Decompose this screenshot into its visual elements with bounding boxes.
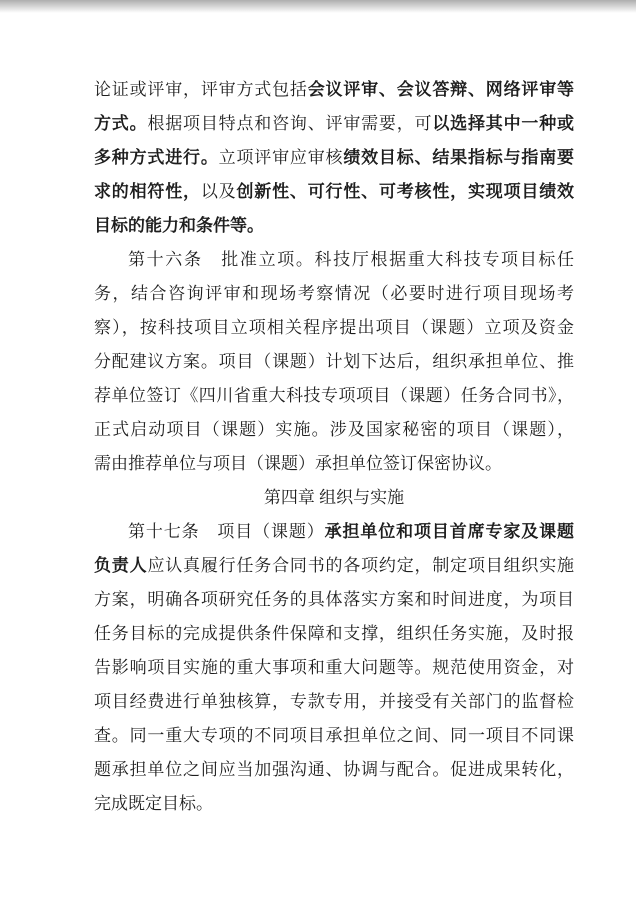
text-run: 荐单位签订《四川省重大科技专项项目（课题）任务合同书》， (94, 386, 574, 405)
text-run-bold: 多种方式进行。 (94, 148, 219, 167)
text-line (94, 413, 574, 447)
paragraph-article-17-implementation (94, 515, 574, 821)
text-line (94, 209, 574, 243)
text-line (94, 243, 574, 277)
text-run-bold: 承担单位和项目首席专家及课题 (324, 522, 574, 541)
text-line (94, 73, 574, 107)
text-run: 需由推荐单位与项目（课题）承担单位签订保密协议。 (94, 454, 502, 473)
text-run-bold: 以选择其中一种或 (432, 114, 575, 133)
text-run-bold: 负责人 (94, 556, 148, 575)
text-line (94, 753, 574, 787)
text-line (94, 651, 574, 685)
text-run-bold: 目标的能力和条件等。 (94, 216, 264, 235)
paragraph-article-16-approval (94, 243, 574, 481)
text-run: 分配建议方案。项目（课题）计划下达后，组织承担单位、推 (94, 352, 574, 371)
text-line (94, 719, 574, 753)
text-run-bold: 求的相符性， (94, 182, 201, 201)
text-line (94, 447, 574, 481)
text-run: 根据项目特点和咨询、评审需要，可 (147, 114, 433, 133)
text-line (94, 141, 574, 175)
text-line (94, 787, 574, 821)
scan-top-shadow (0, 0, 636, 13)
text-line (94, 175, 574, 209)
document-page (94, 73, 574, 821)
chapter-heading (94, 481, 574, 515)
text-run: 第十七条 项目（课题） (128, 522, 325, 541)
text-line (94, 685, 574, 719)
text-line (94, 617, 574, 651)
text-run: 察），按科技项目立项相关程序提出项目（课题）立项及资金 (94, 318, 574, 337)
text-run: 方案，明确各项研究任务的具体落实方案和时间进度，为项目 (94, 590, 574, 609)
text-run-bold: 绩效目标、结果指标与指南要 (343, 148, 575, 167)
text-line (94, 107, 574, 141)
text-run: 任务目标的完成提供条件保障和支撑，组织任务实施，及时报 (94, 624, 574, 643)
text-run: 立项评审应审核 (218, 148, 344, 167)
text-run: 告影响项目实施的重大事项和重大问题等。规范使用资金，对 (94, 658, 574, 677)
text-line (94, 515, 574, 549)
text-line (94, 277, 574, 311)
text-run-bold: 创新性、可行性、可考核性，实现项目绩效 (236, 182, 575, 201)
text-run: 题承担单位之间应当加强沟通、协调与配合。促进成果转化， (94, 760, 574, 779)
text-run: 项目经费进行单独核算，专款专用，并接受有关部门的监督检 (94, 692, 574, 711)
text-line (94, 549, 574, 583)
text-run: 完成既定目标。 (94, 794, 213, 813)
text-run: 论证或评审，评审方式包括 (94, 80, 308, 99)
text-run: 以及 (200, 182, 237, 201)
text-run: 查。同一重大专项的不同项目承担单位之间、同一项目不同课 (94, 726, 574, 745)
text-run: 应认真履行任务合同书的各项约定，制定项目组织实施 (147, 556, 575, 575)
text-run: 正式启动项目（课题）实施。涉及国家秘密的项目（课题）， (94, 420, 574, 439)
text-run-bold: 会议评审、会议答辩、网络评审等 (307, 80, 575, 99)
text-line (94, 379, 574, 413)
paragraph-review-methods (94, 73, 574, 243)
text-run: 务，结合咨询评审和现场考察情况（必要时进行项目现场考 (94, 284, 574, 303)
chapter-heading-text: 第四章 组织与实施 (263, 488, 405, 507)
text-line (94, 311, 574, 345)
text-run-bold: 方式。 (94, 114, 148, 133)
text-run: 第十六条 批准立项。科技厅根据重大科技专项目标任 (128, 250, 574, 269)
text-line (94, 583, 574, 617)
text-line (94, 345, 574, 379)
